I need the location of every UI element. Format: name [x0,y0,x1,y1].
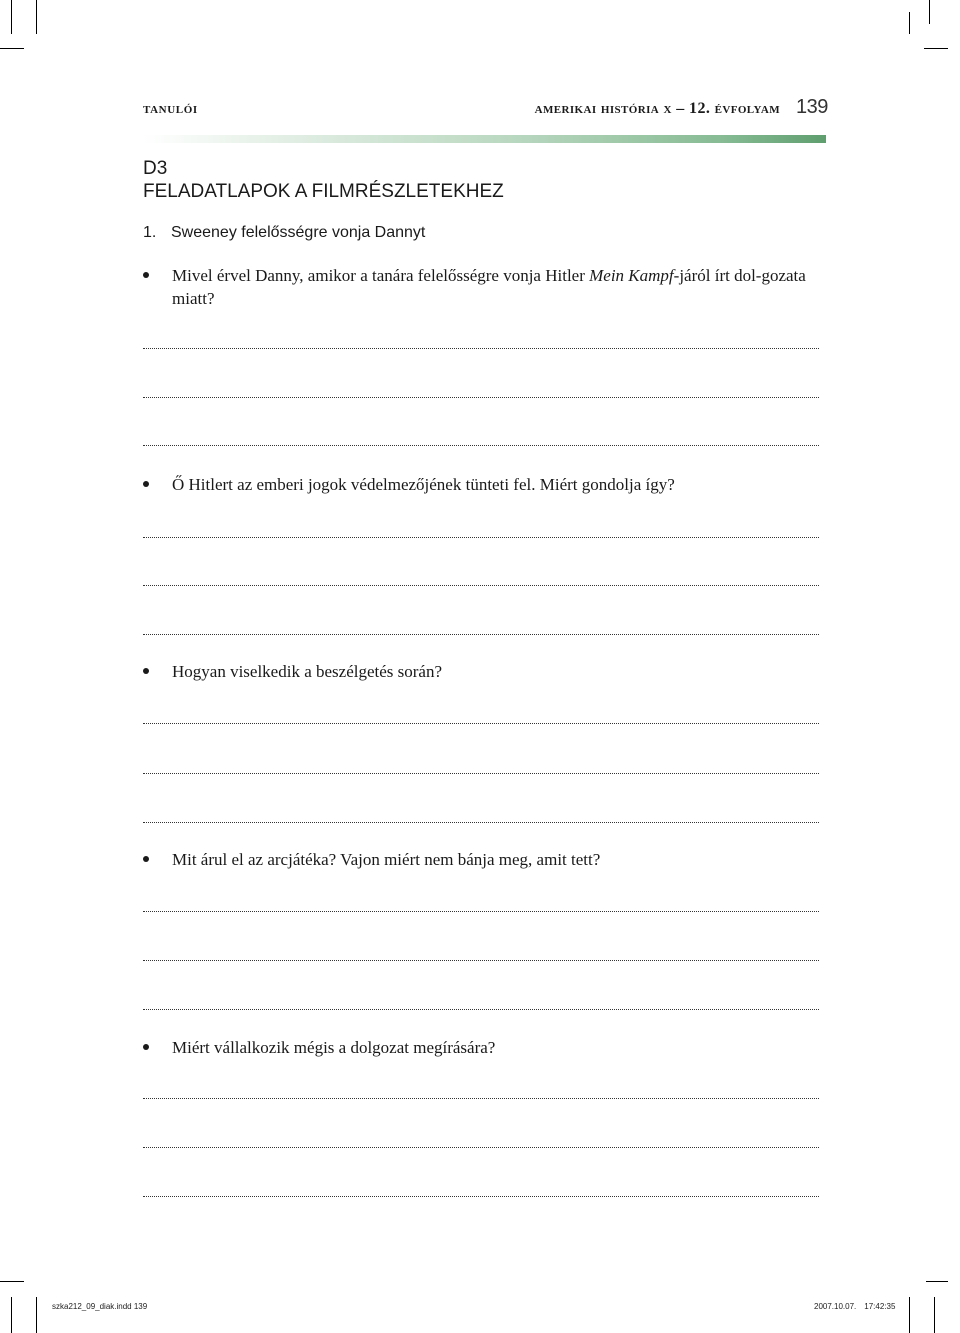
question-1 [143,264,826,310]
question-3 [143,660,826,683]
answer-line[interactable] [143,348,819,349]
header-course-title: amerikai história x – 12. évfolyam [534,100,780,117]
section-code: D3 [143,158,168,179]
answer-line[interactable] [143,1098,819,1099]
question-text: Ő Hitlert az emberi jogok védelmezőjének tünteti fel. Miért gondolja így? [172,475,675,494]
answer-line[interactable] [143,634,819,635]
question-text: Mit árul el az arcjátéka? Vajon miért nem bánja meg, amit tett? [172,850,601,869]
crop-mark [36,1297,37,1333]
answer-line[interactable] [143,723,819,724]
answer-line[interactable] [143,585,819,586]
answer-line[interactable] [143,397,819,398]
answer-line[interactable] [143,1196,819,1197]
answer-line[interactable] [143,445,819,446]
print-slug-file: szka212_09_diak.indd 139 [52,1302,148,1311]
book-title: Mein Kampf [589,266,674,285]
print-slug-date: 2007.10.07. 17:42:35 [814,1302,896,1311]
answer-line[interactable] [143,911,819,912]
task-title: Sweeney felelősségre vonja Dannyt [171,224,426,241]
bullet-icon [143,668,149,674]
crop-mark [934,1297,935,1333]
answer-line[interactable] [143,773,819,774]
task-number: 1. [143,224,157,241]
bullet-icon [143,1044,149,1050]
crop-mark [909,1297,910,1333]
question-5 [143,1036,826,1059]
answer-line[interactable] [143,1147,819,1148]
crop-mark [924,48,948,49]
bullet-icon [143,272,149,278]
section-title: FELADATLAPOK A FILMRÉSZLETEKHEZ [143,181,504,202]
crop-mark [0,48,24,49]
crop-mark [11,0,12,34]
crop-mark [909,12,910,34]
crop-mark [0,1281,24,1282]
header-rule [143,135,826,143]
crop-mark [929,0,930,24]
answer-line[interactable] [143,537,819,538]
bullet-icon [143,856,149,862]
crop-mark [11,1297,12,1333]
task-heading [143,224,425,242]
header-audience: tanulói [143,100,198,117]
answer-line[interactable] [143,822,819,823]
bullet-icon [143,481,149,487]
answer-line[interactable] [143,960,819,961]
crop-mark [926,1281,948,1282]
question-text: Mivel érvel Danny, amikor a tanára felelősségre vonja Hitler Mein Kampf-járól írt dol-gozata miatt? [172,266,806,308]
question-4 [143,848,826,871]
question-text: Miért vállalkozik mégis a dolgozat megírására? [172,1038,496,1057]
crop-mark [36,0,37,34]
page-number: 139 [796,96,828,118]
question-2 [143,473,826,496]
answer-line[interactable] [143,1009,819,1010]
question-text: Hogyan viselkedik a beszélgetés során? [172,662,443,681]
